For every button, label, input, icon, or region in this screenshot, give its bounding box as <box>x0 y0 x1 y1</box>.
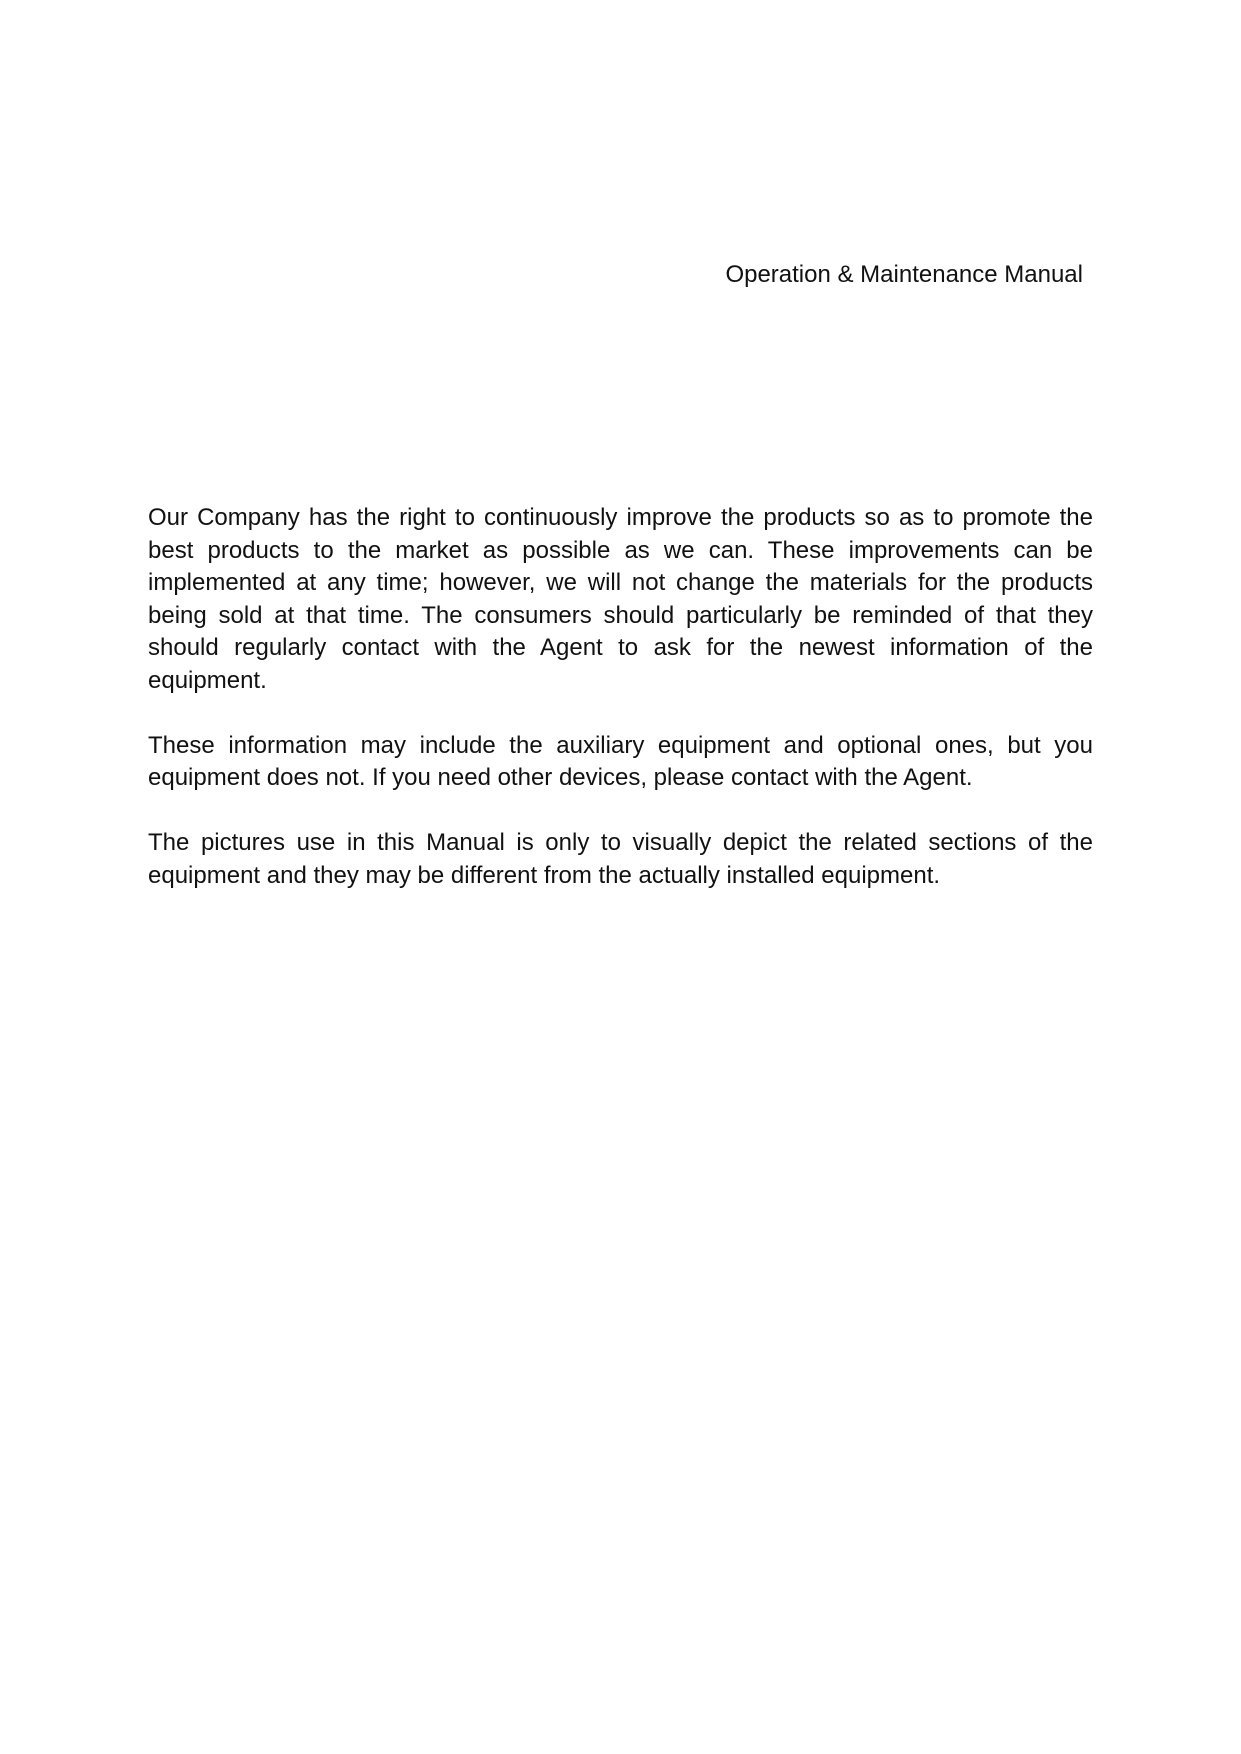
notice-body <box>148 502 1093 925</box>
paragraph-auxiliary-equipment: These information may include the auxiliary equipment and optional ones, but you equipment does not. If you need other devices, please contact with the Agent. <box>148 731 1093 791</box>
paragraph-pictures-disclaimer: The pictures use in this Manual is only to visually depict the related sections of the equipment and they may be different from the actually installed equipment. <box>148 829 1093 889</box>
paragraph-product-improvements: Our Company has the right to continuously improve the products so as to promote the best products to the market as possible as we can. These improvements can be implemented at any time; however, we will not change the materials for the products being sold at that time. The consumers should particularly be reminded of that they should regularly contact with the Agent to ask for the newest information of the equipment. <box>148 504 1093 694</box>
page-header-title: Operation & Maintenance Manual <box>725 261 1083 288</box>
